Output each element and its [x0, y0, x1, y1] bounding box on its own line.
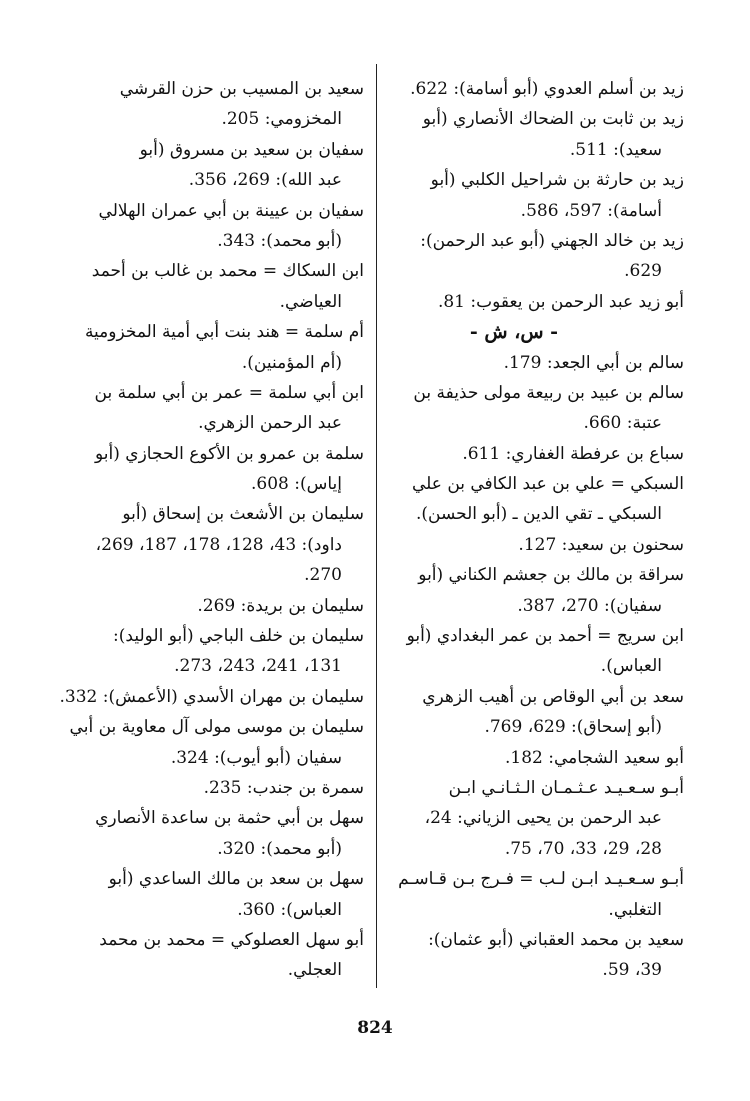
index-entry-line: سليمان بن خلف الباجي (أبو الوليد):: [113, 626, 364, 647]
index-entry-line: سفيان بن عيينة بن أبي عمران الهلالي: [98, 200, 364, 221]
index-entry-line: عبد الرحمن بن يحيى الزياني: 24،: [424, 808, 662, 829]
index-entry: [60, 621, 364, 682]
index-entry-line: سليمان بن مهران الأسدي (الأعمش): 332.: [59, 686, 364, 707]
index-entry-line: أبـو سـعـيـد عـثـمـان الـثـانـي ابـن: [448, 777, 684, 798]
index-entry: [60, 682, 364, 712]
index-entry-line: عتبة: 660.: [583, 413, 662, 434]
index-entry: [384, 469, 684, 530]
index-entry-line: العباس): 360.: [237, 899, 342, 920]
index-entry: [60, 317, 364, 378]
index-entry-line: ابن أبي سلمة = عمر بن أبي سلمة بن: [94, 382, 364, 403]
page-number: 824: [357, 1018, 393, 1038]
index-entry-line: زيد بن خالد الجهني (أبو عبد الرحمن):: [420, 230, 684, 251]
index-entry-line: إياس): 608.: [250, 474, 342, 495]
index-entry: [60, 439, 364, 500]
index-entry-line: عبد الله): 269، 356.: [188, 170, 342, 191]
index-entry-line: سهل بن أبي حثمة بن ساعدة الأنصاري: [95, 808, 364, 829]
index-entry-line: سهل بن سعد بن مالك الساعدي (أبو: [108, 869, 364, 890]
index-entry-line: ابن السكاك = محمد بن غالب بن أحمد: [91, 261, 364, 282]
index-entry-line: أبو زيد عبد الرحمن بن يعقوب: 81.: [437, 291, 684, 312]
index-entry-line: (أبو محمد): 343.: [217, 230, 342, 251]
index-entry-line: سالم بن أبي الجعد: 179.: [503, 352, 684, 373]
index-entry: [384, 439, 684, 469]
index-entry: [384, 287, 684, 317]
index-entry: [60, 712, 364, 773]
index-entry: [384, 682, 684, 743]
index-entry-line: سفيان بن سعيد بن مسروق (أبو: [139, 139, 364, 160]
index-entry-line: 270.: [304, 565, 342, 586]
index-entry: [60, 773, 364, 803]
section-heading: [384, 317, 684, 347]
index-entry-line: العياضي.: [279, 291, 342, 312]
index-entry-line: أبـو سـعـيـد ابـن لـب = فـرج بـن قـاسـم: [398, 869, 684, 890]
index-entry: [384, 560, 684, 621]
index-entry-line: أبو سهل العصلوكي = محمد بن محمد: [99, 929, 364, 950]
index-entry-line: السبكي ـ تقي الدين ـ (أبو الحسن).: [415, 504, 662, 525]
index-entry-line: 39، 59.: [602, 960, 662, 981]
index-entry: [60, 591, 364, 621]
index-entry-line: سعد بن أبي الوقاص بن أهيب الزهري: [422, 686, 684, 707]
index-entry: [384, 226, 684, 287]
index-entry: [384, 104, 684, 165]
index-entry-line: سفيان): 270، 387.: [517, 595, 662, 616]
index-entry-line: سليمان بن بريدة: 269.: [197, 595, 364, 616]
index-entry-line: سحنون بن سعيد: 127.: [518, 534, 684, 555]
index-entry-line: سعيد بن المسيب بن حزن القرشي: [119, 79, 364, 99]
index-entry-line: سباع بن عرفطة الغفاري: 611.: [462, 443, 684, 464]
index-entry: [384, 74, 684, 104]
index-entry-line: زيد بن حارثة بن شراحيل الكلبي (أبو: [430, 170, 684, 191]
index-entry-line: العجلي.: [287, 960, 342, 981]
index-entry-line: أسامة): 597، 586.: [520, 200, 662, 221]
index-entry-line: التغلبي.: [608, 899, 662, 920]
index-column-left: [60, 74, 364, 986]
index-entry: [60, 378, 364, 439]
index-entry: [60, 196, 364, 257]
index-entry: [60, 499, 364, 590]
index-entry: [60, 256, 364, 317]
index-entry: [60, 864, 364, 925]
index-entry-line: داود): 43، 128، 178، 187، 269،: [95, 534, 342, 555]
section-heading-text: - س، ش -: [469, 321, 559, 344]
index-column-right: [384, 74, 684, 986]
index-entry: [384, 621, 684, 682]
index-entry-line: (أبو إسحاق): 629، 769.: [484, 717, 662, 738]
index-entry-line: 629.: [624, 261, 662, 282]
index-entry-line: سلمة بن عمرو بن الأكوع الحجازي (أبو: [95, 443, 364, 464]
index-entry-line: ابن سريج = أحمد بن عمر البغدادي (أبو: [406, 626, 684, 647]
index-entry: [384, 864, 684, 925]
index-entry: [384, 773, 684, 864]
index-entry: [384, 743, 684, 773]
index-entry: [384, 348, 684, 378]
index-entry-line: سعيد): 511.: [569, 139, 662, 160]
index-entry: [384, 530, 684, 560]
index-entry-line: (أم المؤمنين).: [241, 352, 342, 373]
index-entry: [60, 74, 364, 135]
index-entry-line: سالم بن عبيد بن ربيعة مولى حذيفة بن: [413, 382, 684, 403]
index-entry-line: زيد بن ثابت بن الضحاك الأنصاري (أبو: [422, 109, 684, 130]
index-entry-line: سراقة بن مالك بن جعشم الكناني (أبو: [418, 565, 684, 586]
index-entry: [60, 925, 364, 986]
index-entry-line: سعيد بن محمد العقباني (أبو عثمان):: [428, 929, 684, 950]
index-entry: [384, 925, 684, 986]
index-entry-line: سليمان بن موسى مولى آل معاوية بن أبي: [69, 717, 364, 738]
index-entry-line: عبد الرحمن الزهري.: [198, 413, 342, 434]
index-entry-line: أبو سعيد الشجامي: 182.: [504, 747, 684, 768]
index-entry-line: العباس).: [600, 656, 662, 677]
index-entry: [60, 803, 364, 864]
index-entry: [384, 165, 684, 226]
index-entry-line: سليمان بن الأشعث بن إسحاق (أبو: [122, 504, 364, 525]
index-entry-line: المخزومي: 205.: [221, 109, 342, 130]
index-entry-line: زيد بن أسلم العدوي (أبو أسامة): 622.: [410, 79, 684, 99]
index-entry-line: السبكي = علي بن عبد الكافي بن علي: [411, 474, 684, 495]
index-entry-line: 131، 241، 243، 273.: [174, 656, 342, 677]
index-entry-line: سفيان (أبو أيوب): 324.: [170, 747, 342, 768]
index-entry-line: (أبو محمد): 320.: [217, 838, 342, 859]
index-entry-line: 28، 29، 33، 70، 75.: [504, 838, 662, 859]
index-entry: [384, 378, 684, 439]
index-entry-line: سمرة بن جندب: 235.: [203, 777, 364, 798]
column-divider: [376, 64, 377, 988]
index-entry: [60, 135, 364, 196]
index-entry-line: أم سلمة = هند بنت أبي أمية المخزومية: [84, 322, 364, 343]
